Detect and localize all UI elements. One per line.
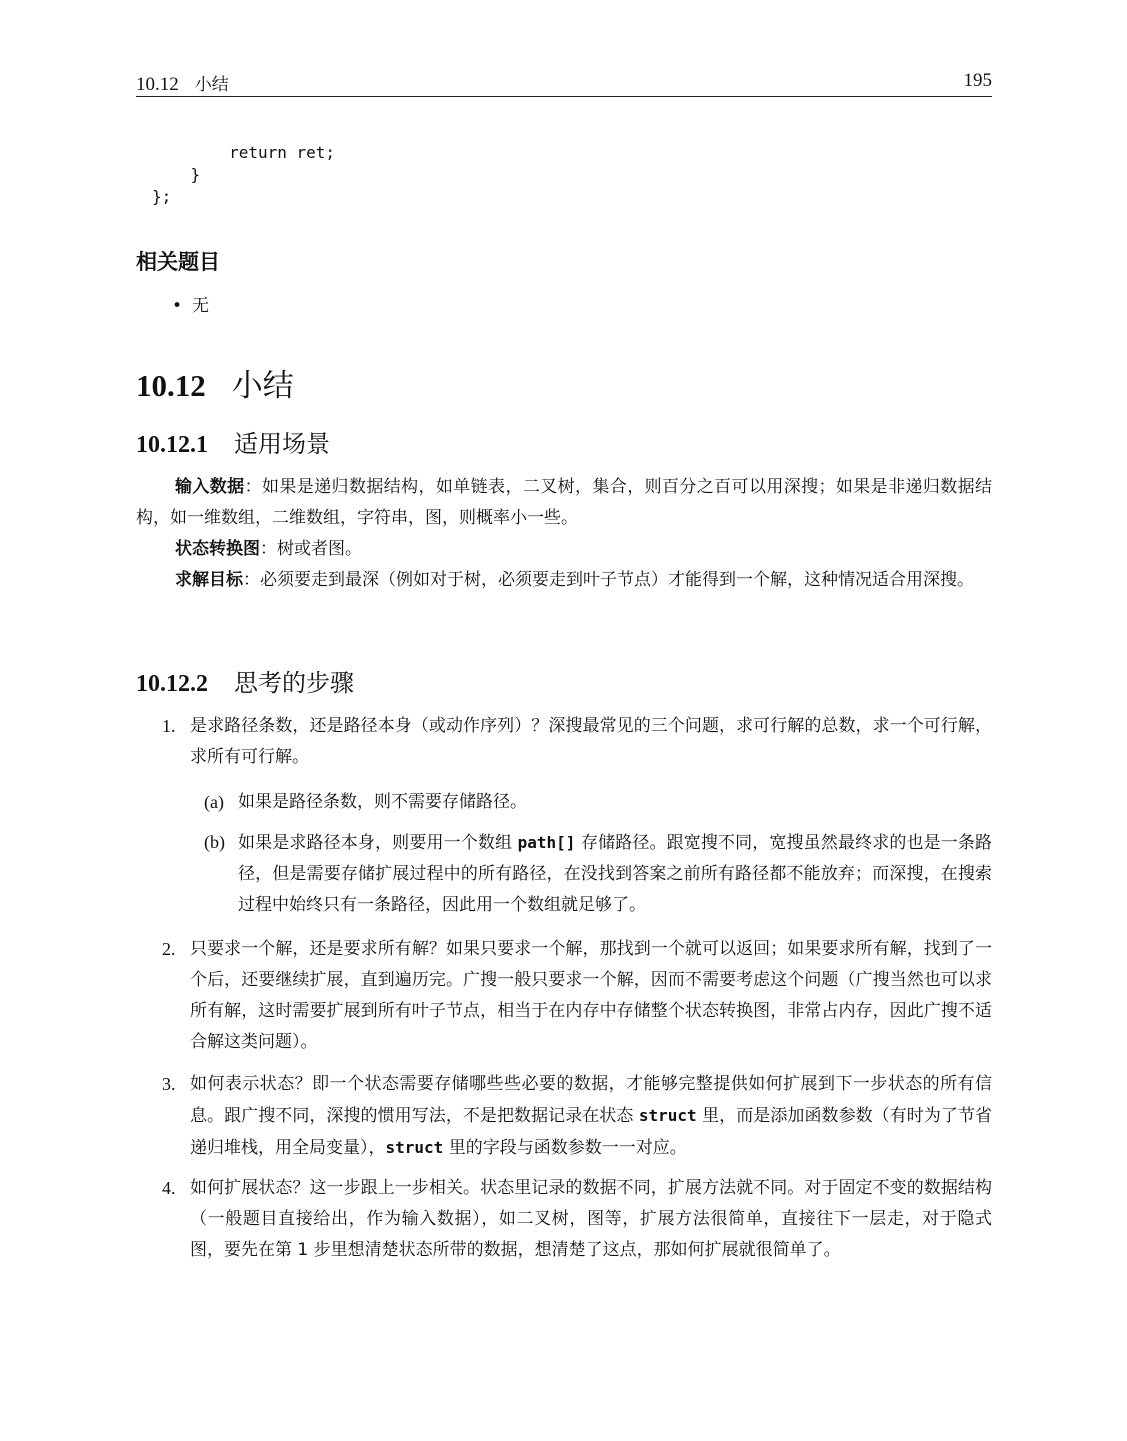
inline-code: struct	[638, 1106, 697, 1125]
subsection-title: 思考的步骤	[234, 669, 354, 697]
term-label: 输入数据	[175, 477, 245, 497]
paragraph-text: 树或者图。	[277, 539, 362, 559]
header-section-title: 小结	[194, 75, 229, 95]
section-title: 小结	[231, 368, 294, 404]
subsection-heading-steps	[136, 663, 354, 698]
list-marker: 2.	[162, 939, 176, 959]
step-item-2	[162, 934, 992, 1058]
step-text: 里的字段与函数参数一一对应。	[443, 1138, 687, 1158]
page-number: 195	[963, 70, 992, 91]
header-section	[136, 70, 229, 96]
separator: ：	[260, 539, 277, 559]
related-problems-list-item	[172, 291, 209, 316]
header-section-number: 10.12	[136, 74, 179, 95]
list-marker: 3.	[162, 1074, 176, 1094]
step-text: 只要求一个解，还是要求所有解？如果只要求一个解，那找到一个就可以返回；如果要求所有解，找到了一个后，还要继续扩展，直到遍历完。广搜一般只要求一个解，因而不需要考虑这个问题（广搜当然也可以求所有解，这时需要扩展到所有叶子节点，相当于在内存中存储整个状态转换图，非常占内存，因此广搜不适合解这类问题）。	[190, 939, 992, 1052]
related-item-text: 无	[192, 296, 210, 316]
bullet-icon: •	[172, 296, 183, 316]
subsection-heading-applicable	[136, 424, 330, 459]
list-marker: (a)	[204, 792, 224, 812]
related-problems-heading: 相关题目	[136, 250, 220, 274]
subitem-text: 如果是求路径本身，则要用一个数组	[238, 833, 518, 853]
list-marker: 1.	[162, 716, 176, 736]
term-label: 状态转换图	[175, 539, 260, 559]
running-header	[136, 68, 992, 97]
paragraph-text: 如果是递归数据结构，如单链表，二叉树，集合，则百分之百可以用深搜；如果是非递归数据结构，如一维数组，二维数组，字符串，图，则概率小一些。	[136, 477, 993, 528]
term-label: 求解目标	[175, 570, 243, 590]
step-text: 是求路径条数，还是路径本身（或动作序列）？深搜最常见的三个问题，求可行解的总数，求一个可行解，求所有可行解。	[190, 716, 992, 767]
list-marker: 4.	[162, 1178, 176, 1198]
separator: ：	[244, 477, 262, 497]
section-number: 10.12	[136, 368, 206, 403]
subsection-title: 适用场景	[234, 430, 330, 458]
step-text: 里，而是添加函数参数（有时为了节省递归堆栈，用全局变量），	[190, 1106, 992, 1158]
step-item-4	[162, 1173, 992, 1266]
subsection-number: 10.12.1	[136, 432, 208, 458]
inline-code: path[]	[517, 833, 576, 852]
separator: ：	[243, 570, 260, 590]
step-subitem-b	[204, 827, 992, 921]
paragraph-text: 必须要走到最深（例如对于树，必须要走到叶子节点）才能得到一个解，这种情况适合用深搜。	[260, 570, 974, 590]
subitem-text: 存储路径。跟宽搜不同，宽搜虽然最终求的也是一条路径，但是需要存储扩展过程中的所有路径，在没找到答案之前所有路径都不能放弃；而深搜，在搜索过程中始终只有一条路径，因此用一个数组就足够了。	[238, 833, 992, 915]
step-item-1	[162, 711, 992, 773]
paragraph-state-graph	[136, 534, 992, 565]
section-heading	[136, 360, 294, 405]
step-subitem-a	[204, 787, 992, 818]
code-block: return ret; } };	[152, 143, 336, 206]
paragraph-input-data	[136, 472, 992, 534]
list-marker: (b)	[204, 832, 225, 852]
book-page	[136, 0, 992, 1441]
step-text: 如何扩展状态？这一步跟上一步相关。状态里记录的数据不同，扩展方法就不同。对于固定不变的数据结构（一般题目直接给出，作为输入数据），如二叉树，图等，扩展方法很简单，直接往下一层走，对于隐式图，要先在第 1 步里想清楚状态所带的数据，想清楚了这点，那如何扩展就很简单了。	[190, 1178, 992, 1260]
step-item-3	[162, 1069, 992, 1164]
subsection-number: 10.12.2	[136, 671, 208, 697]
inline-code: struct	[385, 1138, 444, 1157]
step-text: 如何表示状态？即一个状态需要存储哪些些必要的数据，才能够完整提供如何扩展到下一步状态的所有信息。跟广搜不同，深搜的惯用写法，不是把数据记录在状态	[190, 1074, 992, 1126]
paragraph-goal	[136, 565, 992, 596]
subitem-text: 如果是路径条数，则不需要存储路径。	[238, 792, 527, 812]
